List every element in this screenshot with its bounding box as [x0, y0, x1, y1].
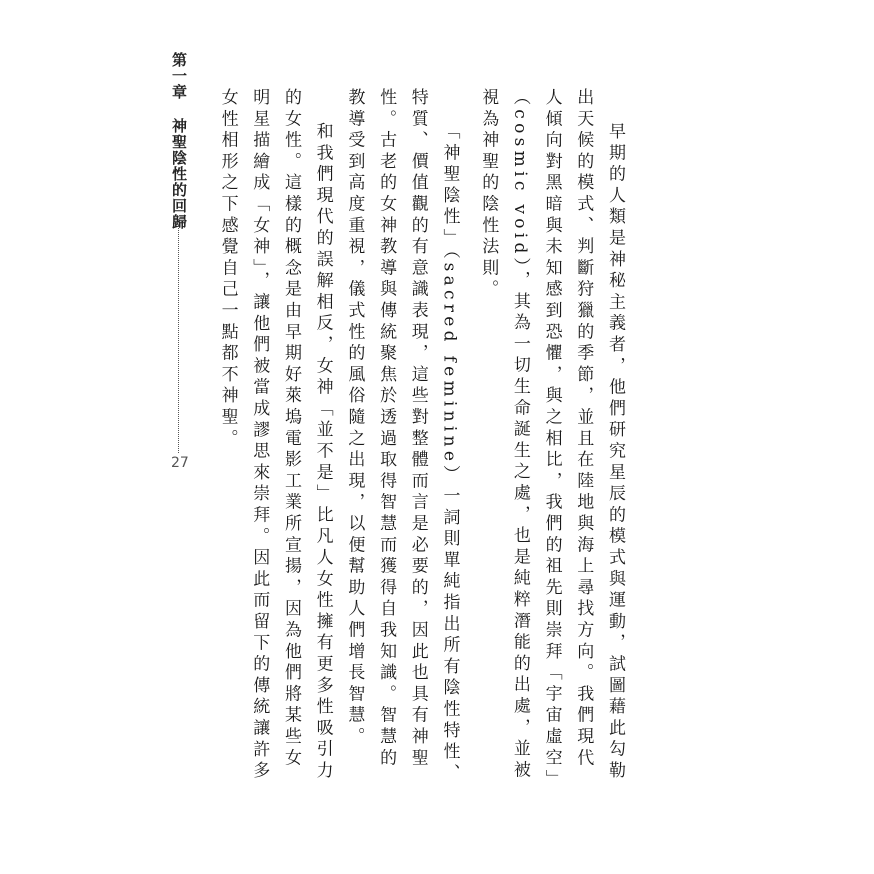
body-text	[211, 88, 630, 788]
paragraph-3: 和我們現代的誤解相反，女神「並不是」比凡人女性擁有更多性吸引力的女性。這樣的概念是由早期好萊塢電影工業所宣揚，因為他們將某些女明星描繪成「女神」，讓他們被當成謬思來崇拜。因此而留下的傳統讓許多女性相形之下感覺自己一點都不神聖。	[217, 88, 333, 783]
chapter-title: 神聖陰性的回歸	[170, 118, 188, 230]
paragraph-1: 早期的人類是神秘主義者，他們研究星辰的模式與運動，試圖藉此勾勒出天候的模式、判斷狩獵的季節，並且在陸地與海上尋找方向。我們現代人傾向對黑暗與未知感到恐懼，與之相比，我們的祖先則崇拜「宇宙虛空」（cosmic void），其為一切生命誕生之處，也是純粹潛能的出處，並被視為神聖的陰性法則。	[478, 88, 625, 783]
running-header	[170, 52, 188, 230]
page-number: 27	[171, 455, 189, 471]
chapter-label: 第一章	[170, 52, 188, 100]
paragraph-2: 「神聖陰性」（sacred feminine）一詞則單純指出所有陰性特性、特質、價值觀的有意識表現，這些對整體而言是必要的，因此也具有神聖性。古老的女神教導與傳統聚焦於透過取得智慧而獲得自我知識。智慧的教導受到高度重視，儀式性的風俗隨之出現，以便幫助人們增長智慧。	[344, 88, 460, 785]
header-dotted-rule	[178, 225, 179, 453]
